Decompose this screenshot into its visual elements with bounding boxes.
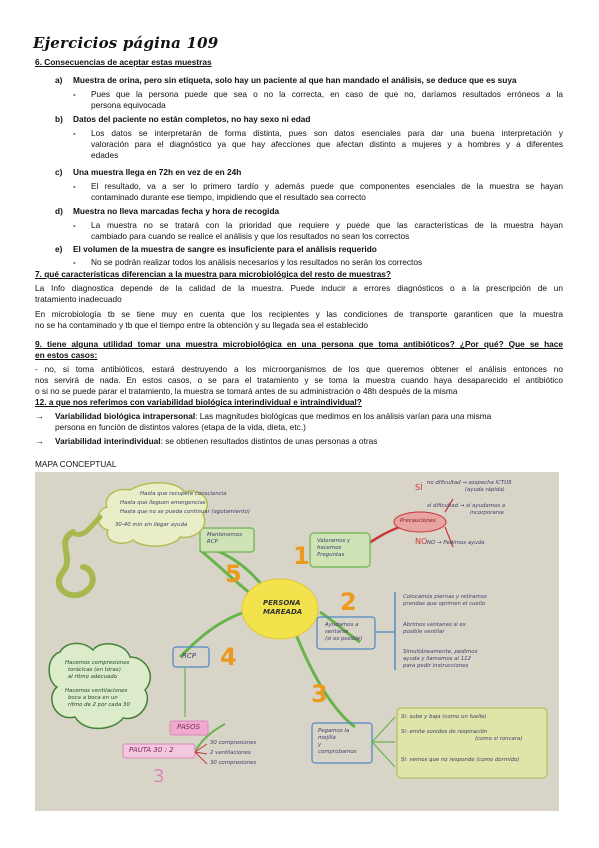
map-branch1-label: Valoramos y hacemos Preguntas xyxy=(317,538,351,558)
q6-c-line: contaminado durante ese tiempo, impidiendo que el resultado sea correcto xyxy=(91,192,366,202)
q6-a-line: Pues que la persona puede que sea o no la correcta, en caso de que no, daríamos resultados erróneos a la xyxy=(91,89,563,99)
svg-text:5: 5 xyxy=(225,560,242,588)
arrow-icon: → xyxy=(35,436,44,446)
map-branch5-item: Hasta que no se pueda continuar (agotamiento) xyxy=(120,509,250,515)
q6-b-title: Datos del paciente no están completos, no hay sexo ni edad xyxy=(73,114,311,124)
arrow-icon: → xyxy=(35,411,44,421)
q9-line: nos servirá de nada. En estos casos, o se para el tratamiento y se toma la muestra cuando haya desaparecido el antibiótico xyxy=(35,375,563,385)
q12-item: Variabilidad biológica intrapersonal: Las magnitudes biológicas que medimos en los análisis varían para una misma xyxy=(55,411,492,421)
q6-heading: 6. Consecuencias de aceptar estas muestras xyxy=(35,57,212,67)
map-branch3-item: Si: sube y baja (como un fuelle) xyxy=(401,714,487,720)
map-center-label: PERSONA MAREADA xyxy=(263,599,303,616)
q9-heading: en estos casos: xyxy=(35,350,98,360)
map-branch2-item: para pedir instrucciones xyxy=(403,663,469,669)
map-branch2-label: Ayudamos a sentarse (si es posible) xyxy=(325,622,363,642)
q6-d-line: cambiado para cuando se realice el análisis y que los resultados no sean los correctos xyxy=(91,231,410,241)
svg-text:2: 2 xyxy=(340,588,357,616)
map-branch2-item: Abrimos ventanas si es xyxy=(403,622,466,628)
q9-line: - no, si toma antibióticos, estará destruyendo a los microorganismos de los que queremos obtener el análisis entonces no xyxy=(35,364,563,374)
svg-text:NO: NO xyxy=(415,537,428,546)
q6-c-line: El resultado, va a ser lo primero tardío y además puede que componentes esenciales de la muestra se hayan xyxy=(91,181,563,191)
map-branch5-item: Hasta que lleguen emergencias xyxy=(120,500,206,506)
map-pauta-item: 30 compresiones xyxy=(210,760,257,766)
svg-text:3: 3 xyxy=(311,680,328,708)
q9-line: o si no se puede parar el tratamiento, la muestra se tomará antes de su administración o 48h después de la misma xyxy=(35,386,458,396)
page-title: Ejercicios página 109 xyxy=(33,34,219,52)
map-branch4-item: Hacemos ventilaciones xyxy=(65,688,128,694)
q6-c-marker: c) xyxy=(55,167,63,177)
map-branch2-item: ayuda y llamamos al 112 xyxy=(403,656,471,662)
q6-a-marker: a) xyxy=(55,75,63,85)
bullet-dash: - xyxy=(73,128,76,138)
map-branch1-item: no dificultad → sospecha ICTUS xyxy=(427,480,512,486)
bullet-dash: - xyxy=(73,257,76,267)
q6-b-line: edades xyxy=(91,150,119,160)
map-branch2-item: Colocamos piernas y retiramos xyxy=(403,594,487,600)
q9-heading: 9. tiene alguna utilidad tomar una muestra microbiológica en una persona que toma antibióticos? ¿Por qué? Que se hace xyxy=(35,339,563,349)
map-branch5-label: Mantenemos RCP xyxy=(207,532,242,545)
q6-d-marker: d) xyxy=(55,206,63,216)
map-branch4-label: RCP xyxy=(182,652,196,660)
q6-d-line: La muestra no se tratará con la prioridad que requiere y puede que las características de la muestra hayan xyxy=(91,220,563,230)
svg-text:4: 4 xyxy=(220,643,237,671)
bullet-dash: - xyxy=(73,89,76,99)
q6-c-title: Una muestra llega en 72h en vez de en 24h xyxy=(73,167,242,177)
q7-line: La Info diagnostica depende de la calidad de la muestra. Puede inducir a errores diagnósticos o a la prescripción de un xyxy=(35,283,563,293)
q6-e-line: No se podrán realizar todos los análisis necesarios y los resultados no serán los correctos xyxy=(91,257,423,267)
q7-line: no se ha contaminado y tb que el tiempo entre la obtención y su llegada sea el establecido xyxy=(35,320,369,330)
map-pasos-label: PASOS xyxy=(177,723,201,731)
map-branch1-item: incorporarse xyxy=(470,510,504,516)
q6-a-title: Muestra de orina, pero sin etiqueta, solo hay un paciente al que han mandado el análisis, se deduce que es suya xyxy=(73,75,517,85)
map-branch3-item: (como si roncara) xyxy=(475,736,523,742)
bullet-dash: - xyxy=(73,181,76,191)
map-branch1-item: (ayuda rápida) xyxy=(465,487,505,493)
map-branch1-item: NO → Pedimos ayuda xyxy=(427,540,485,546)
q6-a-line: persona equivocada xyxy=(91,100,166,110)
q6-e-title: El volumen de la muestra de sangre es insuficiente para el análisis requerido xyxy=(73,244,377,254)
map-branch4-item: ritmo de 2 por cada 30 xyxy=(68,702,130,708)
svg-text:3: 3 xyxy=(153,766,165,787)
q12-item-cont: persona en función de distintos valores (etapa de la vida, dieta, etc.) xyxy=(55,422,306,432)
map-branch2-item: posible ventilar xyxy=(403,629,445,635)
map-pauta-item: 30 compresiones xyxy=(210,740,257,746)
q6-b-marker: b) xyxy=(55,114,63,124)
map-branch4-item: Hacemos compresiones xyxy=(65,660,130,666)
bullet-dash: - xyxy=(73,220,76,230)
map-pauta-item: 2 ventilaciones xyxy=(210,750,251,756)
map-branch2-item: prendas que oprimen el cuello xyxy=(403,601,486,607)
q12-heading: 12. a que nos referimos con variabilidad biológica interindividual e intraindividual? xyxy=(35,397,362,407)
map-branch5-item: Hasta que recupere consciencia xyxy=(140,491,227,497)
map-branch2-item: Simultáneamente, pedimos xyxy=(403,649,478,655)
q6-b-line: valoración para el diagnóstico ya que hay afecciones que afectan distinto a mujeres y a hombres y a diferentes xyxy=(91,139,563,149)
concept-map-photo xyxy=(35,472,559,811)
map-branch5-item: 30-40 min sin llegar ayuda xyxy=(115,522,188,528)
map-branch1-item: sí dificultad → sí ayudamos a xyxy=(427,503,506,509)
q12-item: Variabilidad interindividual: se obtienen resultados distintos de unas personas a otras xyxy=(55,436,378,446)
svg-text:1: 1 xyxy=(293,542,310,570)
q6-b-line: Los datos se interpretarán de forma distinta, pues son datos esenciales para dar una buena interpretación y xyxy=(91,128,563,138)
q7-line: tratamiento inadecuado xyxy=(35,294,122,304)
map-branch4-item: boca a boca en un xyxy=(68,695,118,701)
mapa-label: MAPA CONCEPTUAL xyxy=(35,459,117,469)
map-branch3-item: Si: emite sonidos de respiración xyxy=(401,729,488,735)
map-pauta-label: PAUTA 30 : 2 xyxy=(129,746,174,754)
q7-line: En microbiología tb se tiene muy en cuenta que los recipientes y las condiciones de transporte garanticen que la muestra xyxy=(35,309,563,319)
q6-d-title: Muestra no lleva marcadas fecha y hora de recogida xyxy=(73,206,280,216)
svg-text:SÍ: SÍ xyxy=(415,483,423,492)
q7-heading: 7. qué características diferencian a la muestra para microbiológica del resto de muestras? xyxy=(35,269,391,279)
map-branch3-item: Si: vemos que no responde (como dormido) xyxy=(401,757,520,763)
map-branch4-item: torácicas (en tórax) xyxy=(68,667,121,673)
map-branch3-label: Pegamos la mejilla y comprobamos xyxy=(318,728,357,755)
map-branch1-sub: Precauciones xyxy=(400,518,436,524)
q6-e-marker: e) xyxy=(55,244,63,254)
map-branch4-item: al ritmo adecuado xyxy=(68,674,118,680)
